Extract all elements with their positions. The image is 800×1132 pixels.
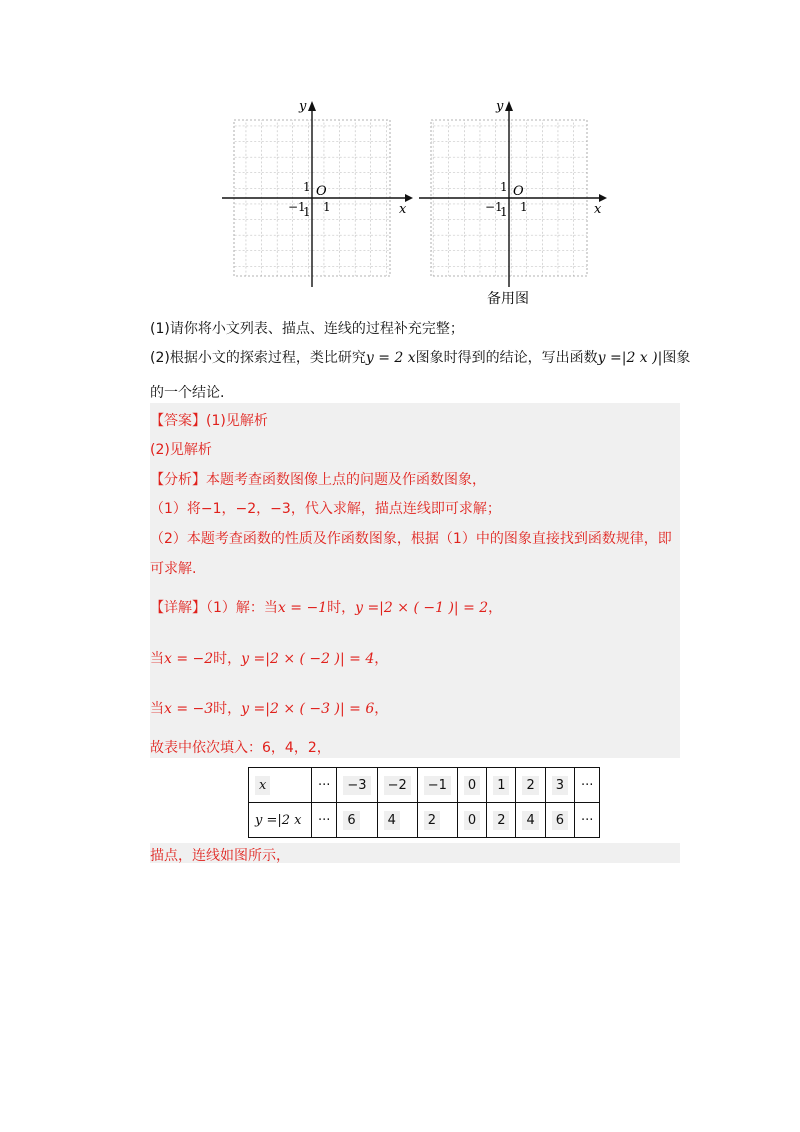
- analysis-intro: 本题考查函数图像上点的问题及作函数图象，: [206, 472, 486, 488]
- table-cell: ···: [575, 768, 600, 803]
- detail-l2-eq: y =|2 × ( −2 )| = 4: [241, 651, 375, 667]
- right-caption: 备用图: [487, 291, 529, 307]
- q2-expr1: y = 2 x: [365, 350, 416, 366]
- table-cell: −1: [417, 768, 457, 803]
- detail-l2-x: x = −2: [164, 651, 214, 667]
- left-graph: [222, 99, 413, 287]
- answer-1: (1)见解析: [206, 413, 268, 429]
- analysis-p1: （1）将−1，−2，−3，代入求解，描点连线即可求解；: [150, 501, 501, 517]
- detail-l2-b: 时，: [213, 651, 242, 667]
- left-origin: O: [316, 184, 327, 199]
- left-tick-neg-y: 1: [303, 205, 311, 219]
- table-cell: 3: [545, 768, 574, 803]
- table-cell: ···: [575, 803, 600, 838]
- table-row: [249, 803, 600, 838]
- analysis-line: [150, 469, 486, 489]
- detail-l3-a: 当: [150, 701, 164, 717]
- left-tick-y: 1: [303, 180, 311, 194]
- detail-l1-b: 时，: [327, 600, 356, 616]
- values-table: [248, 767, 600, 838]
- analysis-p2a: （2）本题考查函数的性质及作函数图象，根据（1）中的图象直接找到函数规律，即: [150, 531, 672, 547]
- answer-2: (2)见解析: [150, 442, 212, 458]
- answer-label: 【答案】: [150, 413, 206, 429]
- question-2: [150, 347, 690, 367]
- question-1: (1)请你将小文列表、描点、连线的过程补充完整；: [150, 321, 464, 337]
- left-tick-neg: −1: [288, 200, 306, 214]
- coordinate-graphs: [215, 95, 615, 310]
- table-cell: 2: [487, 803, 516, 838]
- table-cell: 4: [516, 803, 545, 838]
- q2-text-c: 图象: [662, 350, 691, 366]
- table-cell: 1: [487, 768, 516, 803]
- detail-label: 【详解】: [150, 600, 206, 616]
- detail-l2-a: 当: [150, 651, 164, 667]
- analysis-label: 【分析】: [150, 472, 206, 488]
- detail-l3-end: ，: [374, 701, 389, 717]
- detail-l1-eq: y =|2 × ( −1 )| = 2: [355, 600, 489, 616]
- left-y-label: y: [299, 99, 307, 114]
- right-tick-neg-y: 1: [500, 205, 508, 219]
- left-x-label: x: [399, 202, 407, 217]
- q2-text-b: 图象时得到的结论，写出函数: [415, 350, 598, 366]
- q2-text-a: (2)根据小文的探索过程，类比研究: [150, 350, 366, 366]
- left-tick-x: 1: [323, 200, 331, 214]
- detail-line-1: [150, 597, 502, 617]
- detail-l3-b: 时，: [213, 701, 242, 717]
- detail-line-2: [150, 648, 388, 668]
- table-cell: 4: [377, 803, 417, 838]
- detail-l3-x: x = −3: [164, 701, 214, 717]
- table-cell: 6: [545, 803, 574, 838]
- table-cell: y =|2 x: [249, 803, 312, 838]
- right-origin: O: [513, 184, 524, 199]
- question-2-cont: 的一个结论.: [150, 385, 225, 401]
- table-cell: 6: [337, 803, 377, 838]
- right-x-label: x: [594, 202, 602, 217]
- right-y-label: y: [496, 99, 504, 114]
- answer-line-1: [150, 410, 268, 430]
- table-cell: 0: [457, 768, 486, 803]
- q2-expr2: y =|2 x )|: [597, 350, 663, 366]
- table-cell: 2: [516, 768, 545, 803]
- detail-l3-eq: y =|2 × ( −3 )| = 6: [241, 701, 375, 717]
- table-row: [249, 768, 600, 803]
- detail-l2-end: ，: [374, 651, 389, 667]
- right-graph: [419, 99, 607, 307]
- table-cell: x: [249, 768, 312, 803]
- analysis-p2b: 可求解.: [150, 561, 197, 577]
- detail-l1-end: ，: [488, 600, 503, 616]
- right-tick-x: 1: [520, 200, 528, 214]
- detail-after: 描点，连线如图所示，: [150, 848, 290, 864]
- detail-line-3: [150, 698, 388, 718]
- detail-fill: 故表中依次填入：6，4，2，: [150, 740, 331, 756]
- right-tick-neg: −1: [485, 200, 503, 214]
- table-cell: 0: [457, 803, 486, 838]
- table-cell: 2: [417, 803, 457, 838]
- table-cell: −3: [337, 768, 377, 803]
- right-tick-y: 1: [500, 180, 508, 194]
- table-cell: ···: [312, 803, 337, 838]
- table-cell: ···: [312, 768, 337, 803]
- table-cell: −2: [377, 768, 417, 803]
- detail-l1-a: （1）解：当: [206, 600, 278, 616]
- detail-l1-x: x = −1: [277, 600, 328, 616]
